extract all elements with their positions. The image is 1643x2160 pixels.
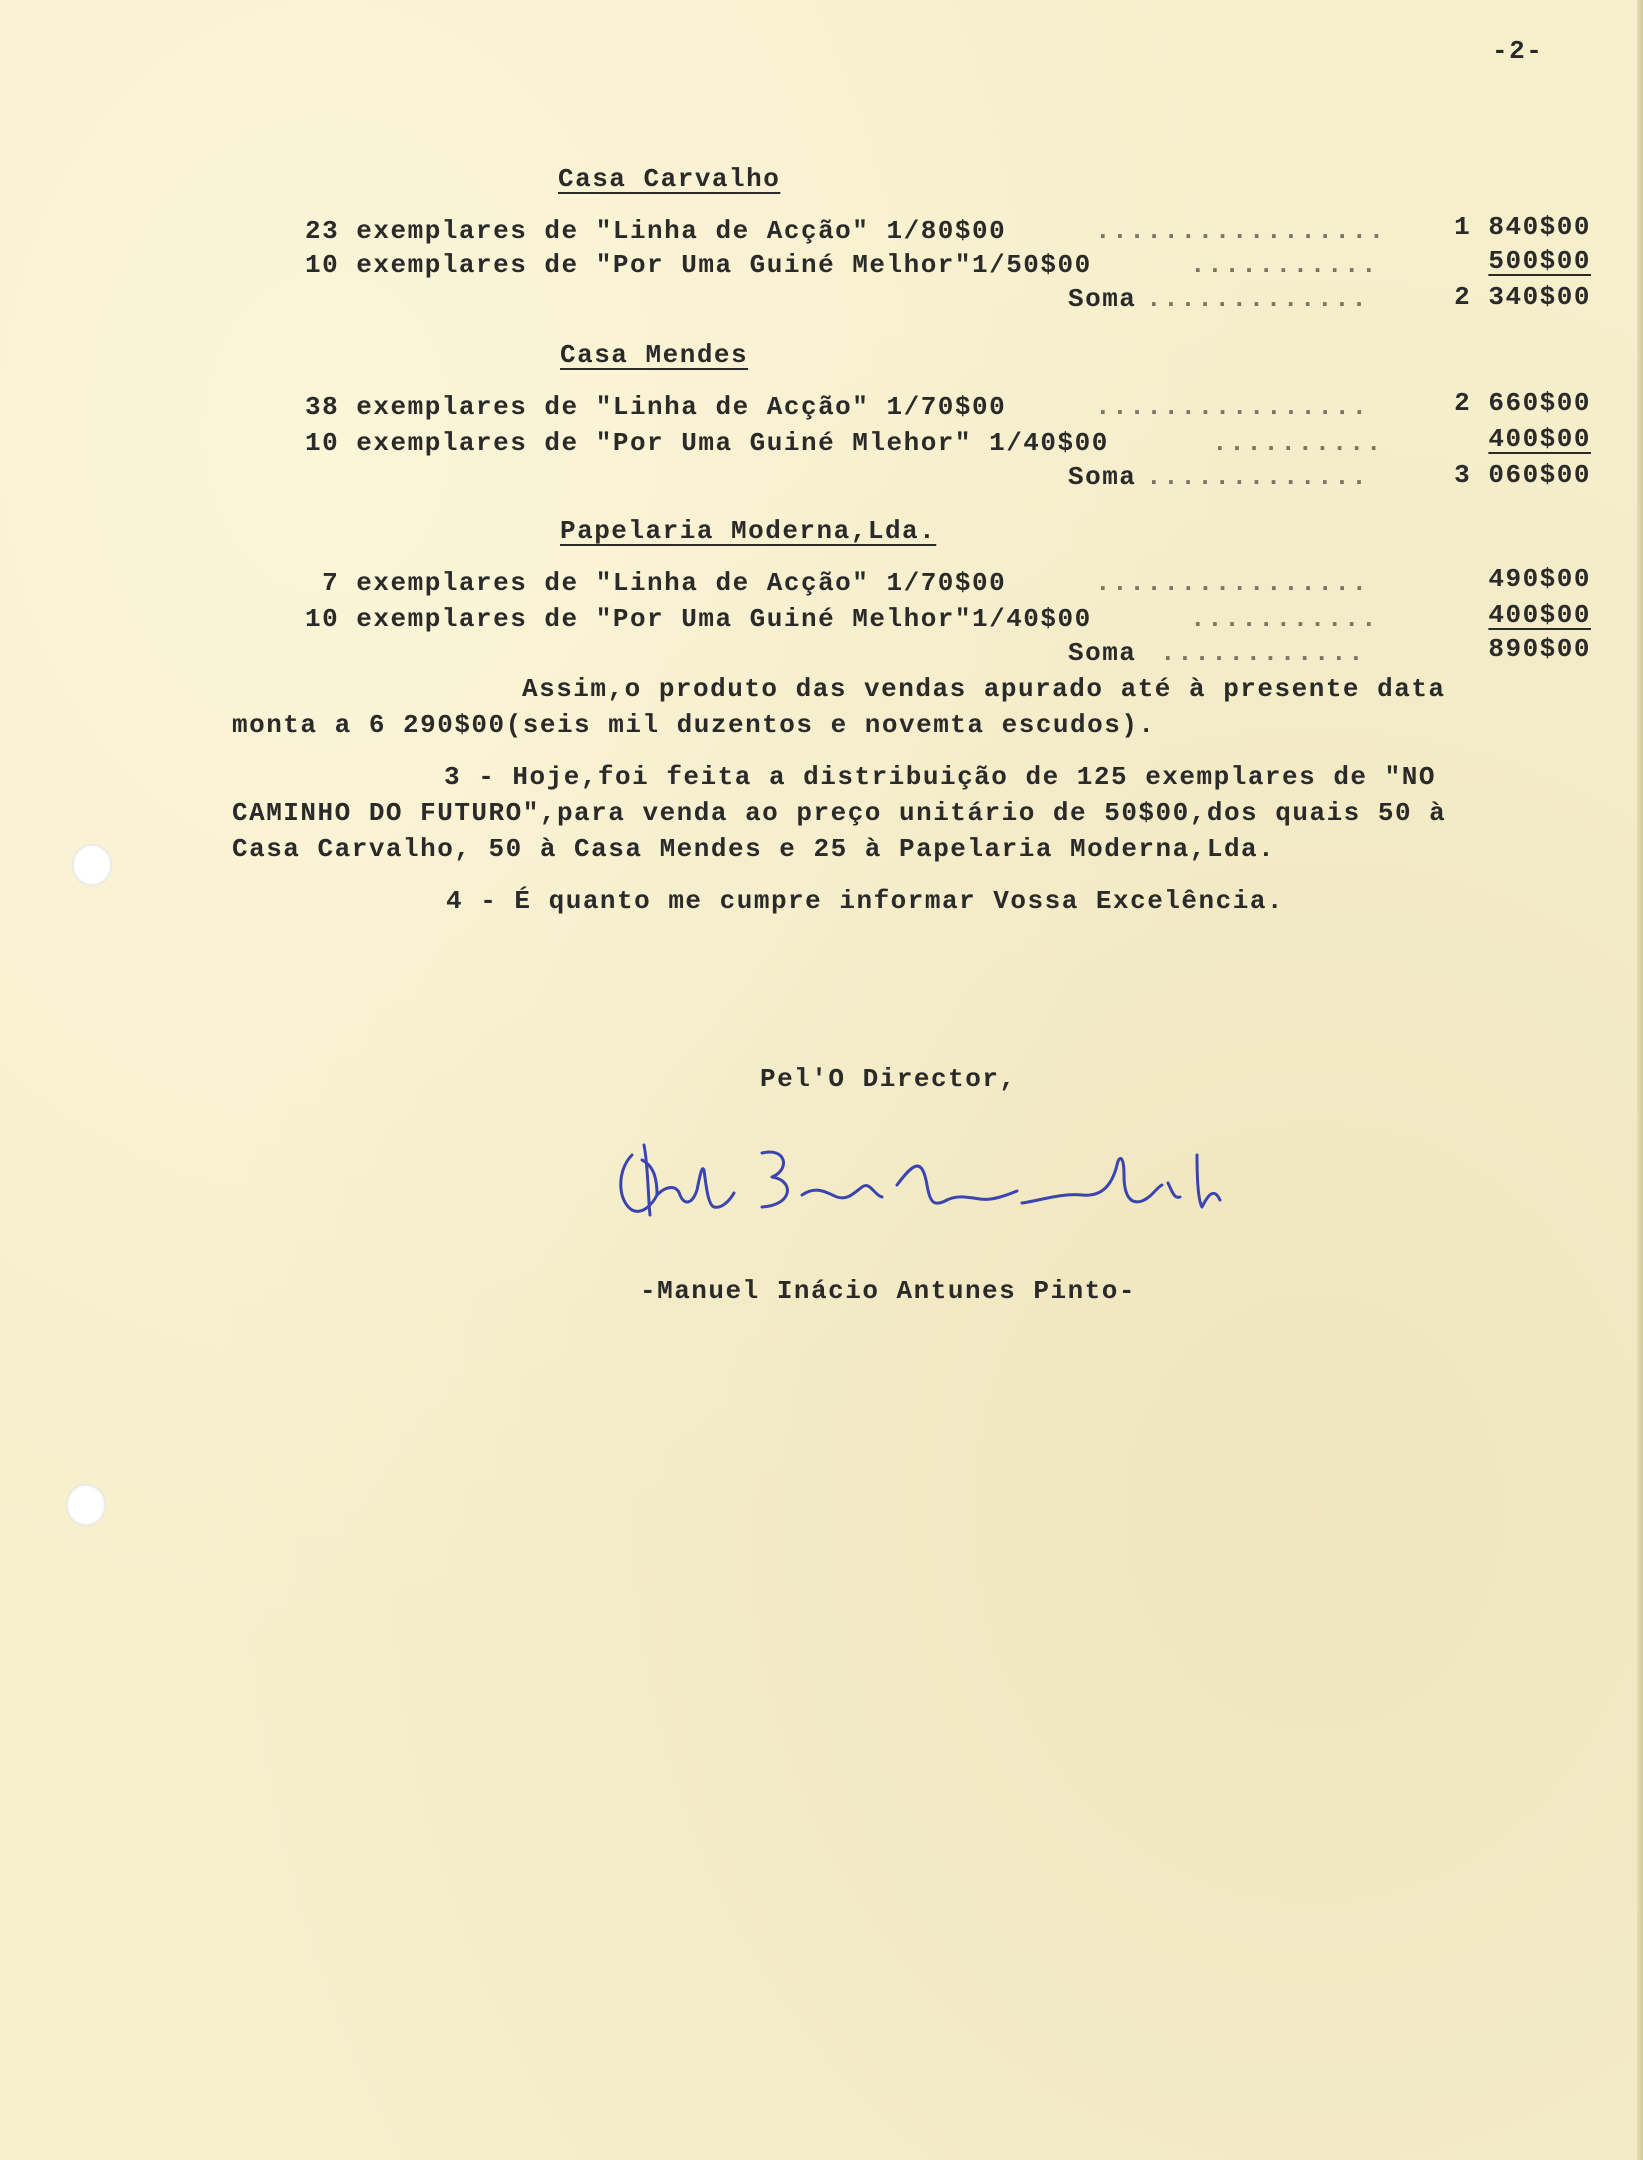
page-edge	[1637, 0, 1643, 2160]
punch-hole-lower	[66, 1484, 106, 1526]
line-item-amount: 490$00	[1488, 564, 1591, 594]
punch-hole-upper	[72, 844, 112, 886]
page-number: -2-	[1492, 36, 1544, 66]
soma-amount: 890$00	[1488, 634, 1591, 664]
paragraph-line: 3 - Hoje,foi feita a distribuição de 125 exemplares de "NO	[444, 762, 1436, 792]
dot-leader: .................	[1095, 216, 1386, 246]
line-item-amount: 2 660$00	[1454, 388, 1591, 418]
paragraph-line: monta a 6 290$00(seis mil duzentos e novemta escudos).	[232, 710, 1156, 740]
paragraph-line: 4 - É quanto me cumpre informar Vossa Excelência.	[446, 886, 1285, 916]
line-item-desc: 10 exemplares de "Por Uma Guiné Mlehor" 1/40$00	[305, 428, 1109, 458]
dot-leader: ...........	[1190, 250, 1379, 280]
line-item-amount: 400$00	[1488, 600, 1591, 630]
closing-line: Pel'O Director,	[760, 1064, 1017, 1094]
section-title-casa-carvalho: Casa Carvalho	[558, 164, 781, 194]
paragraph-line: Casa Carvalho, 50 à Casa Mendes e 25 à Papelaria Moderna,Lda.	[232, 834, 1276, 864]
dot-leader: ................	[1095, 392, 1369, 422]
signer-name: -Manuel Inácio Antunes Pinto-	[640, 1276, 1136, 1306]
dot-leader: ..........	[1212, 428, 1384, 458]
dot-leader: .............	[1146, 284, 1369, 314]
paragraph-line: Assim,o produto das vendas apurado até à presente data	[522, 674, 1446, 704]
line-item-amount: 400$00	[1488, 424, 1591, 454]
soma-label: Soma	[1068, 284, 1137, 314]
soma-label: Soma	[1068, 638, 1137, 668]
line-item-amount: 500$00	[1488, 246, 1591, 276]
line-item-desc: 38 exemplares de "Linha de Acção" 1/70$00	[305, 392, 1007, 422]
line-item-desc: 10 exemplares de "Por Uma Guiné Melhor"1/50$00	[305, 250, 1092, 280]
dot-leader: ...........	[1190, 604, 1379, 634]
line-item-desc: 7 exemplares de "Linha de Acção" 1/70$00	[305, 568, 1007, 598]
paragraph-line: CAMINHO DO FUTURO",para venda ao preço unitário de 50$00,dos quais 50 à	[232, 798, 1447, 828]
line-item-desc: 23 exemplares de "Linha de Acção" 1/80$00	[305, 216, 1007, 246]
soma-amount: 3 060$00	[1454, 460, 1591, 490]
soma-label: Soma	[1068, 462, 1137, 492]
line-item-amount: 1 840$00	[1454, 212, 1591, 242]
line-item-desc: 10 exemplares de "Por Uma Guiné Melhor"1/40$00	[305, 604, 1092, 634]
section-title-papelaria-moderna: Papelaria Moderna,Lda.	[560, 516, 937, 546]
soma-amount: 2 340$00	[1454, 282, 1591, 312]
dot-leader: ................	[1095, 568, 1369, 598]
section-title-casa-mendes: Casa Mendes	[560, 340, 749, 370]
dot-leader: ............	[1160, 638, 1366, 668]
dot-leader: .............	[1146, 462, 1369, 492]
handwritten-signature	[612, 1125, 1232, 1240]
